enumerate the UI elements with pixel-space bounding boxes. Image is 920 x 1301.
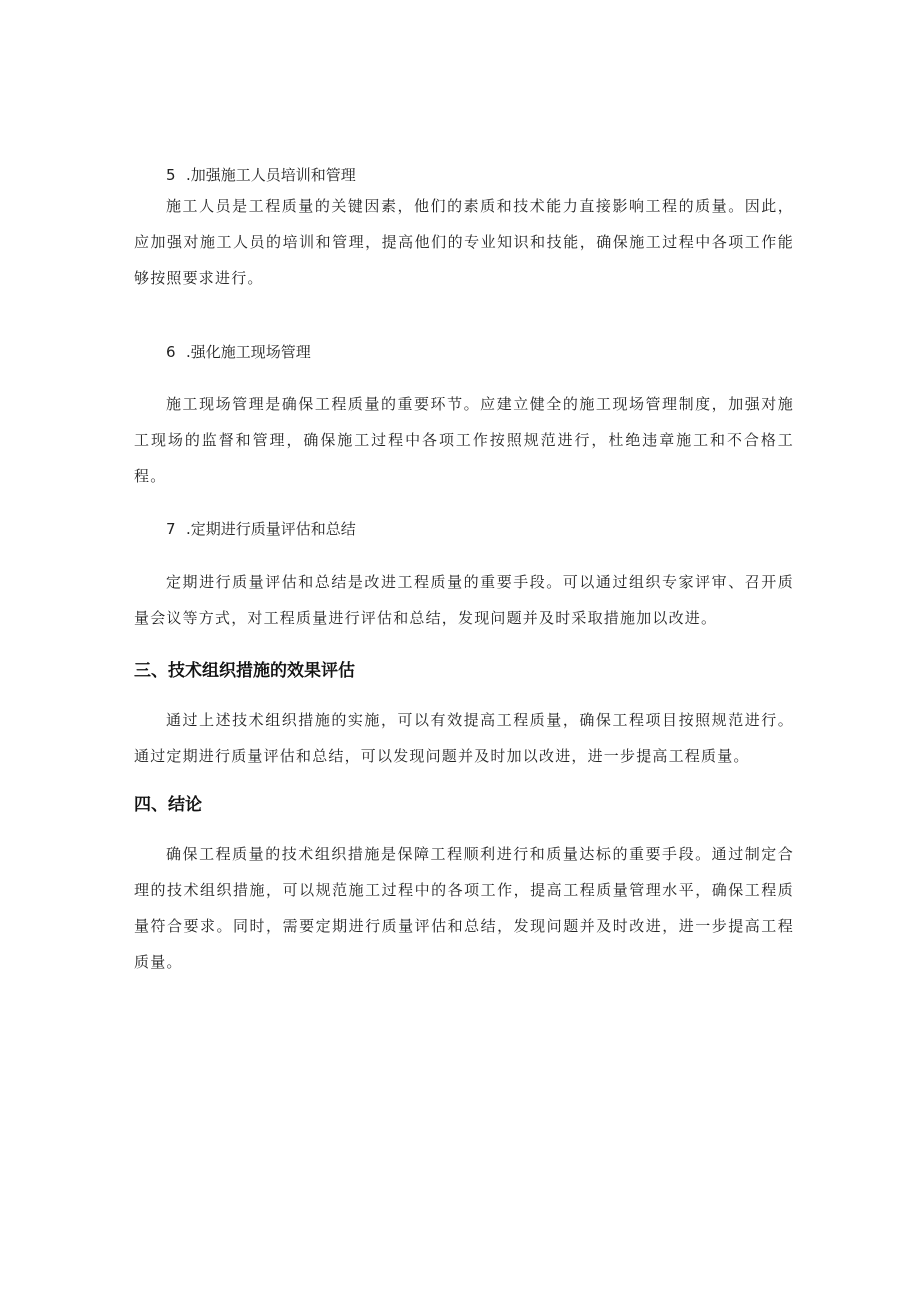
- item-7-heading: [166, 519, 356, 539]
- item-7-number: 7: [166, 520, 176, 538]
- item-6-title: .强化施工现场管理: [186, 343, 311, 361]
- item-7-paragraph: 定期进行质量评估和总结是改进工程质量的重要手段。可以通过组织专家评审、召开质量会议等方式，对工程质量进行评估和总结，发现问题并及时采取措施加以改进。: [134, 573, 794, 627]
- item-7-title: .定期进行质量评估和总结: [186, 520, 356, 538]
- section-3-paragraph: 通过上述技术组织措施的实施，可以有效提高工程质量，确保工程项目按照规范进行。通过定期进行质量评估和总结，可以发现问题并及时加以改进，进一步提高工程质量。: [134, 711, 794, 765]
- item-6-number: 6: [166, 343, 176, 361]
- section-3-heading: 三、技术组织措施的效果评估: [134, 661, 355, 681]
- item-5-title: .加强施工人员培训和管理: [186, 166, 356, 184]
- item-6-heading: [166, 342, 311, 362]
- section-4-paragraph: 确保工程质量的技术组织措施是保障工程顺利进行和质量达标的重要手段。通过制定合理的技术组织措施，可以规范施工过程中的各项工作，提高工程质量管理水平，确保工程质量符合要求。同时，需要定期进行质量评估和总结，发现问题并及时改进，进一步提高工程质量。: [134, 845, 794, 971]
- item-5-number: 5: [166, 166, 176, 184]
- section-4-heading: 四、结论: [134, 795, 202, 815]
- item-6-paragraph: 施工现场管理是确保工程质量的重要环节。应建立健全的施工现场管理制度，加强对施工现场的监督和管理，确保施工过程中各项工作按照规范进行，杜绝违章施工和不合格工程。: [134, 395, 794, 485]
- item-5-paragraph: 施工人员是工程质量的关键因素，他们的素质和技术能力直接影响工程的质量。因此，应加强对施工人员的培训和管理，提高他们的专业知识和技能，确保施工过程中各项工作能够按照要求进行。: [134, 197, 794, 287]
- item-5-heading: [166, 165, 356, 185]
